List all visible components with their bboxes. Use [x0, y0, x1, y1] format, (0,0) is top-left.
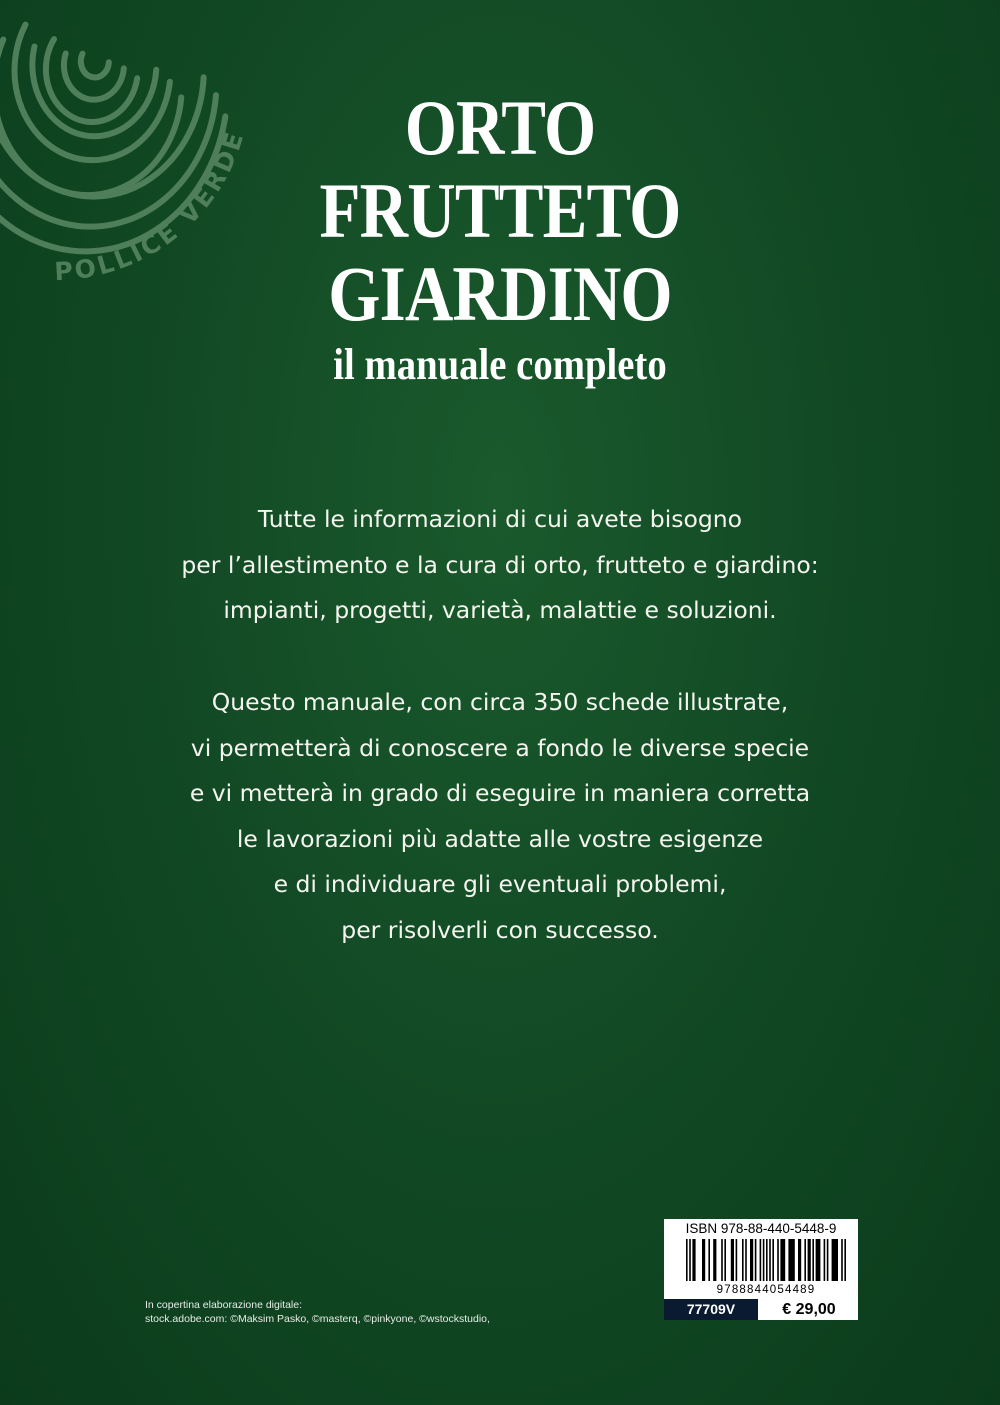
barcode-bar [788, 1239, 794, 1281]
barcode-bar [702, 1239, 705, 1281]
barcode-bar [721, 1239, 723, 1281]
barcode-bar [832, 1239, 838, 1281]
price: € 29,00 [782, 1301, 836, 1318]
barcode-bar [772, 1239, 774, 1281]
barcode-bar [777, 1239, 779, 1281]
description-line: Tutte le informazioni di cui avete bisogno [257, 505, 743, 533]
barcode-bar [763, 1239, 765, 1281]
title-line-3: GIARDINO [328, 250, 672, 337]
description-line: impianti, progetti, varietà, malattie e soluzioni. [223, 596, 777, 624]
barcode-bar [745, 1239, 747, 1281]
barcode-bar [731, 1239, 734, 1281]
barcode-bar [798, 1239, 801, 1281]
barcode-bar [827, 1239, 829, 1281]
product-code: 77709V [664, 1299, 758, 1320]
description-line: Questo manuale, con circa 350 schede illustrate, [211, 688, 789, 716]
barcode-bar [804, 1239, 806, 1281]
description-line: le lavorazioni più adatte alle vostre esigenze [236, 824, 764, 853]
barcode-bar [760, 1239, 762, 1281]
barcode-bar [724, 1239, 726, 1281]
barcode-bar [812, 1239, 814, 1281]
book-title [0, 86, 1000, 393]
barcode-bar [708, 1239, 710, 1281]
title-line-1: ORTO [404, 84, 596, 171]
emblem-label: POLLICE VERDE [53, 126, 250, 287]
barcode-bar [713, 1239, 716, 1281]
credits-line: stock.adobe.com: ©Maksim Pasko, ©masterq, ©pinkyone, ©wstockstudio, [145, 1313, 490, 1325]
description-line: vi permetterà di conoscere a fondo le diverse specie [190, 733, 810, 762]
barcode-bar [736, 1239, 738, 1281]
isbn-number: ISBN 978-88-440-5448-9 [685, 1221, 837, 1236]
barcode-bar [841, 1239, 843, 1281]
barcode-bar [742, 1239, 744, 1281]
fingerprint-ridge [81, 54, 109, 78]
barcode-bar [692, 1239, 695, 1281]
barcode-label [664, 1219, 858, 1320]
title-line-2: FRUTTETO [319, 167, 681, 254]
barcode-bar [808, 1239, 811, 1281]
barcode-bar [686, 1239, 688, 1281]
subtitle: il manuale completo [333, 340, 667, 389]
description-line: per l’allestimento e la cura di orto, frutteto e giardino: [181, 550, 819, 579]
barcode-bar [816, 1239, 821, 1281]
barcode-bar [780, 1239, 785, 1281]
barcode-bar [750, 1239, 753, 1281]
description-line: e di individuare gli eventuali problemi, [273, 870, 727, 898]
barcode-icon [686, 1239, 846, 1295]
description-line: per risolverli con successo. [341, 915, 659, 944]
description-line: e vi metterà in grado di eseguire in maniera corretta [189, 779, 811, 807]
barcode-digits: 9788844054489 [716, 1284, 816, 1295]
barcode-bar [824, 1239, 826, 1281]
description-paragraph-1 [90, 497, 910, 634]
description-paragraph-2 [90, 680, 910, 953]
barcode-bar [755, 1239, 757, 1281]
credits-line: In copertina elaborazione digitale: [145, 1299, 303, 1311]
barcode-bar [769, 1239, 771, 1281]
barcode-bar [844, 1239, 846, 1281]
barcode-bar [689, 1239, 691, 1281]
cover-credits [145, 1298, 490, 1326]
barcode-bar [766, 1239, 768, 1281]
code-strip [664, 1299, 858, 1320]
